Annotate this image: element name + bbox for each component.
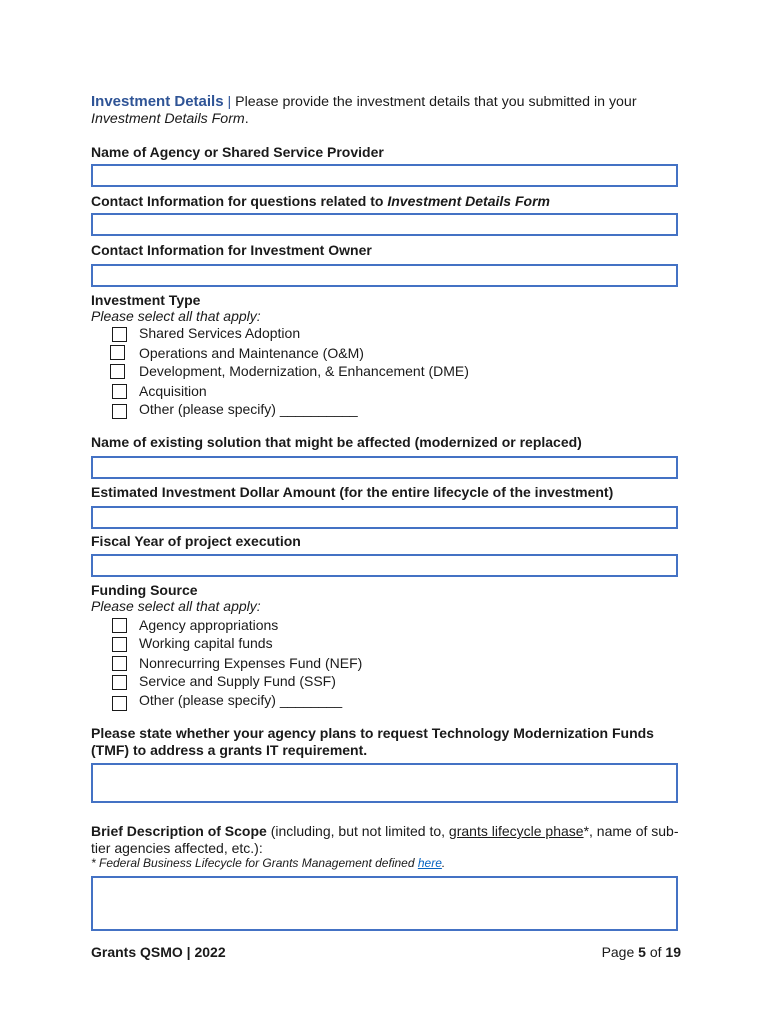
- lifecycle-phase-link[interactable]: grants lifecycle phase: [448, 823, 584, 839]
- intro-paragraph: [91, 93, 681, 128]
- footnote-end: .: [441, 856, 446, 870]
- owner-label: Contact Information for Investment Owner: [91, 242, 372, 258]
- scope-text-2: *, name of sub-tier agencies affected, etc.):: [91, 823, 679, 856]
- page-prefix: Page: [601, 944, 639, 960]
- scope-footnote: [91, 856, 445, 871]
- fiscal-year-input[interactable]: [91, 554, 678, 577]
- intro-text: Please provide the investment details that you submitted in your: [235, 94, 637, 110]
- checkbox-working-capital[interactable]: [112, 637, 127, 652]
- checkbox-other-funding[interactable]: [112, 696, 127, 711]
- scope-paragraph: [91, 823, 681, 857]
- checkbox-om[interactable]: [110, 345, 125, 360]
- tmf-label: Please state whether your agency plans to request Technology Modernization Funds (TMF) to address a grants IT requirement.: [91, 725, 654, 758]
- owner-input[interactable]: [91, 264, 678, 287]
- intro-period: .: [244, 111, 249, 127]
- page-total: 19: [665, 944, 681, 960]
- page-mid: of: [645, 944, 666, 960]
- agency-input[interactable]: [91, 164, 678, 187]
- option-agency-appropriations: Agency appropriations: [139, 617, 279, 633]
- existing-solution-label: Name of existing solution that might be affected (modernized or replaced): [91, 434, 582, 450]
- agency-label: Name of Agency or Shared Service Provider: [91, 144, 384, 160]
- checkbox-agency-appropriations[interactable]: [112, 618, 127, 633]
- here-link[interactable]: here: [417, 856, 442, 870]
- footnote-text: * Federal Business Lifecycle for Grants Management defined: [91, 856, 418, 870]
- contact-input[interactable]: [91, 213, 678, 236]
- dollar-amount-label: Estimated Investment Dollar Amount (for the entire lifecycle of the investment): [91, 484, 614, 500]
- checkbox-nef[interactable]: [112, 656, 127, 671]
- investment-type-label: Investment Type: [91, 292, 201, 308]
- scope-text-1: (including, but not limited to,: [266, 823, 449, 839]
- option-other-type: Other (please specify) __________: [139, 401, 358, 417]
- checkbox-shared-services[interactable]: [112, 327, 127, 342]
- option-ssf: Service and Supply Fund (SSF): [139, 673, 336, 689]
- option-working-capital: Working capital funds: [139, 635, 273, 651]
- scope-label: Brief Description of Scope: [91, 823, 267, 839]
- investment-type-hint: Please select all that apply:: [91, 308, 261, 324]
- option-dme: Development, Modernization, & Enhancement (DME): [139, 363, 469, 379]
- funding-source-label: Funding Source: [91, 582, 198, 598]
- tmf-input[interactable]: [91, 763, 678, 803]
- intro-form-name: Investment Details Form: [91, 111, 245, 127]
- contact-label-form: Investment Details Form: [387, 193, 550, 209]
- checkbox-acquisition[interactable]: [112, 384, 127, 399]
- existing-solution-input[interactable]: [91, 456, 678, 479]
- fiscal-year-label: Fiscal Year of project execution: [91, 533, 301, 549]
- page-current: 5: [638, 944, 646, 960]
- option-shared-services: Shared Services Adoption: [139, 325, 301, 341]
- option-other-funding: Other (please specify) ________: [139, 692, 343, 708]
- option-acquisition: Acquisition: [139, 383, 207, 399]
- checkbox-other-type[interactable]: [112, 404, 127, 419]
- funding-source-hint: Please select all that apply:: [91, 598, 261, 614]
- option-om: Operations and Maintenance (O&M): [139, 345, 364, 361]
- footer-title: Grants QSMO | 2022: [91, 944, 226, 960]
- page-number: [602, 944, 681, 960]
- heading-separator: |: [223, 94, 236, 110]
- contact-label: [91, 193, 550, 210]
- footer-left: [91, 944, 226, 960]
- contact-label-prefix: Contact Information for questions related to: [91, 193, 388, 209]
- checkbox-dme[interactable]: [110, 364, 125, 379]
- dollar-amount-input[interactable]: [91, 506, 678, 529]
- checkbox-ssf[interactable]: [112, 675, 127, 690]
- section-heading: Investment Details: [91, 93, 224, 110]
- option-nef: Nonrecurring Expenses Fund (NEF): [139, 655, 363, 671]
- scope-input[interactable]: [91, 876, 678, 931]
